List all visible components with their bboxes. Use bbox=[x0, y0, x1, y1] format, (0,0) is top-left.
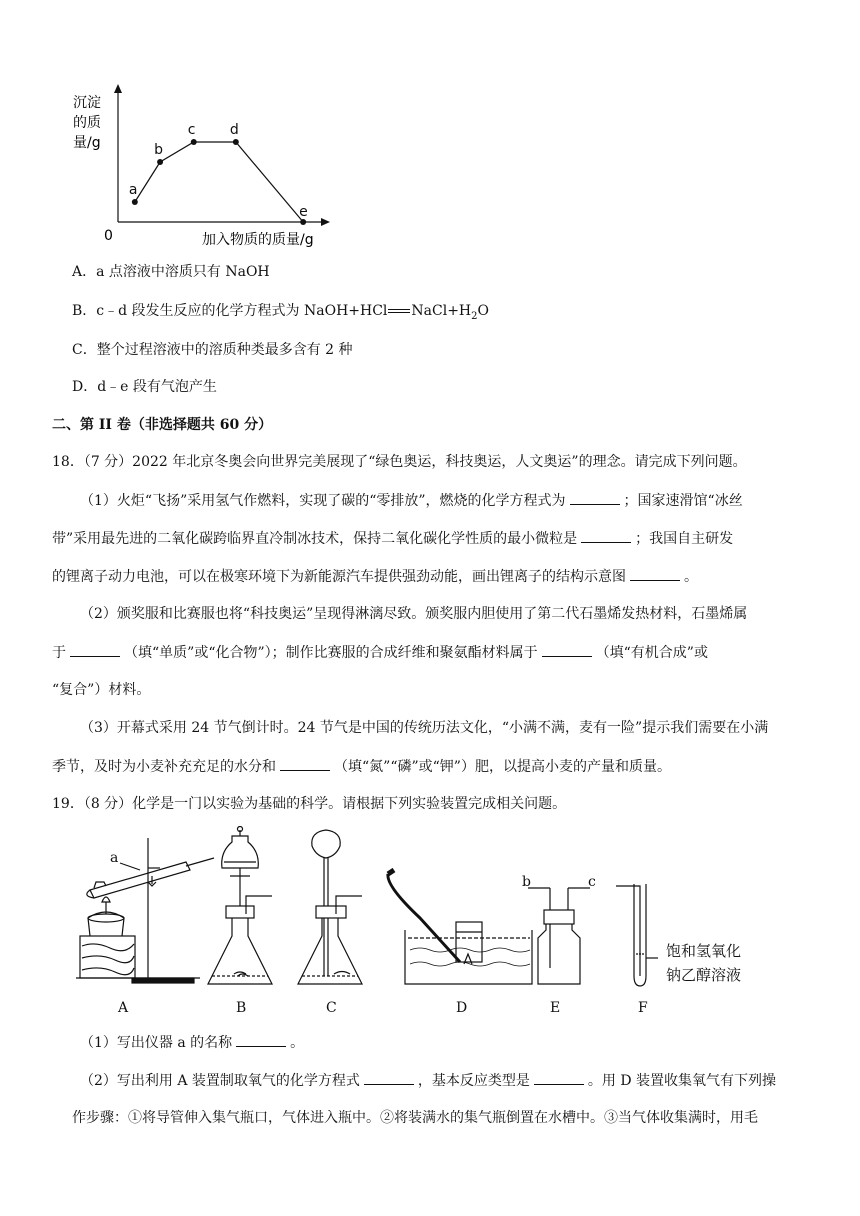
apparatus-b bbox=[208, 827, 272, 985]
answer-blank[interactable] bbox=[364, 1070, 414, 1085]
y-axis-arrow bbox=[114, 84, 122, 93]
q19-p1b: 。 bbox=[290, 1035, 305, 1051]
q17-option-b-post: NaCl+H bbox=[411, 303, 472, 319]
y-label-line-2: 的质 bbox=[73, 115, 101, 131]
q17-option-a: A．a 点溶液中溶质只有 NaOH bbox=[72, 264, 270, 280]
f-caption-1: 饱和氢氧化 bbox=[666, 942, 742, 960]
answer-blank[interactable] bbox=[542, 642, 592, 657]
apparatus-f bbox=[616, 884, 741, 986]
q17-option-b-sub: 2 bbox=[471, 310, 478, 322]
q18-p3b: 季节，及时为小麦补充充足的水分和 bbox=[52, 759, 276, 775]
point-label-c: c bbox=[187, 122, 196, 138]
f-caption-2: 钠乙醇溶液 bbox=[666, 966, 742, 984]
section-2-heading: 二、第 II 卷（非选择题共 60 分） bbox=[52, 417, 273, 433]
q18-p1a: （1）火炬“飞扬”采用氢气作燃料，实现了碳的“零排放”，燃烧的化学方程式为 bbox=[80, 493, 566, 509]
q17-option-c: C．整个过程溶液中的溶质种类最多含有 2 种 bbox=[72, 342, 353, 358]
q18-p2-line3: “复合”）材料。 bbox=[52, 682, 151, 698]
point-label-b: b bbox=[154, 142, 163, 158]
origin-label: 0 bbox=[104, 228, 113, 244]
q18-p1-line2 bbox=[52, 528, 733, 549]
q17-option-b-end: O bbox=[477, 303, 489, 319]
y-axis-label bbox=[73, 95, 101, 151]
q18-p1d: ；我国自主研发 bbox=[635, 531, 734, 547]
q19-p1 bbox=[80, 1032, 304, 1053]
q18-p3c: （填“氮”“磷”或“钾”）肥，以提高小麦的产量和质量。 bbox=[334, 759, 671, 775]
q18-p2d: （填“有机合成”或 bbox=[595, 645, 708, 661]
point-label-a: a bbox=[128, 182, 138, 198]
label-E: E bbox=[550, 1000, 561, 1016]
q18-p2b: 于 bbox=[52, 645, 66, 661]
label-D: D bbox=[456, 1000, 468, 1016]
lab-apparatus-figure bbox=[60, 826, 780, 1026]
y-label-line-3: 量/g bbox=[73, 135, 101, 151]
data-point-d bbox=[233, 139, 239, 145]
precipitate-chart bbox=[70, 82, 410, 252]
label-B: B bbox=[236, 1000, 247, 1016]
data-points bbox=[129, 122, 308, 225]
point-label-d: d bbox=[229, 122, 239, 138]
q19-stem: 19．（8 分）化学是一门以实验为基础的科学。请根据下列实验装置完成相关问题。 bbox=[52, 796, 567, 812]
label-A: A bbox=[118, 1000, 129, 1016]
answer-blank[interactable] bbox=[534, 1070, 584, 1085]
q17-option-b-pre: B．c﹣d 段发生反应的化学方程式为 NaOH+HCl bbox=[72, 303, 388, 319]
data-point-b bbox=[157, 159, 163, 165]
tag-b: b bbox=[522, 874, 531, 890]
answer-blank[interactable] bbox=[280, 756, 330, 771]
answer-blank[interactable] bbox=[630, 566, 680, 581]
q18-p1c: 带”采用最先进的二氧化碳跨临界直冷制冰技术，保持二氧化碳化学性质的最小微粒是 bbox=[52, 531, 578, 547]
y-label-line-1: 沉淀 bbox=[73, 95, 101, 111]
x-axis-label: 加入物质的质量/g bbox=[202, 232, 314, 248]
q17-option-b bbox=[72, 301, 489, 327]
q18-p1-line3 bbox=[52, 566, 698, 587]
data-point-a bbox=[132, 199, 138, 205]
equals-double-line bbox=[388, 309, 410, 313]
q19-p1a: （1）写出仪器 a 的名称 bbox=[80, 1035, 233, 1051]
q18-p1b: ；国家速滑馆“冰丝 bbox=[623, 493, 743, 509]
apparatus-e bbox=[522, 874, 596, 984]
q18-p2-line1: （2）颁奖服和比赛服也将“科技奥运”呈现得淋漓尽致。颁奖服内胆使用了第二代石墨烯发热材料，石墨烯属 bbox=[80, 606, 748, 622]
data-point-c bbox=[191, 139, 197, 145]
label-C: C bbox=[326, 1000, 337, 1016]
q19-p2b: ，基本反应类型是 bbox=[417, 1073, 530, 1089]
answer-blank[interactable] bbox=[581, 528, 631, 543]
q18-p1-line1 bbox=[80, 490, 743, 511]
answer-blank[interactable] bbox=[70, 642, 120, 657]
apparatus-c bbox=[298, 830, 362, 984]
tag-a: a bbox=[110, 850, 119, 866]
answer-blank[interactable] bbox=[570, 490, 620, 505]
tag-c: c bbox=[588, 874, 596, 890]
q18-p1f: 。 bbox=[684, 569, 698, 585]
q19-p2-line2: 作步骤：①将导管伸入集气瓶口，气体进入瓶中。②将装满水的集气瓶倒置在水槽中。③当气体收集满时，用毛 bbox=[72, 1110, 758, 1126]
apparatus-a bbox=[76, 838, 214, 983]
q18-p3-line2 bbox=[52, 756, 671, 777]
apparatus-d bbox=[388, 870, 532, 984]
q18-p2-line2 bbox=[52, 642, 708, 663]
q18-p2c: （填“单质”或“化合物”）；制作比赛服的合成纤维和聚氨酯材料属于 bbox=[124, 645, 538, 661]
q19-p2-line1 bbox=[80, 1070, 776, 1091]
answer-blank[interactable] bbox=[236, 1032, 286, 1047]
q18-p1e: 的锂离子动力电池，可以在极寒环境下为新能源汽车提供强劲动能，画出锂离子的结构示意图 bbox=[52, 569, 626, 585]
point-label-e: e bbox=[299, 204, 308, 220]
q19-p2c: 。用 D 装置收集氧气有下列操 bbox=[587, 1073, 777, 1089]
label-F: F bbox=[638, 1000, 648, 1016]
q19-p2a: （2）写出利用 A 装置制取氧气的化学方程式 bbox=[80, 1073, 360, 1089]
x-axis-arrow bbox=[321, 218, 330, 226]
q18-p3-line1: （3）开幕式采用 24 节气倒计时。24 节气是中国的传统历法文化，“小满不满，麦有一险”提示我们需要在小满 bbox=[80, 720, 769, 736]
q18-stem: 18．（7 分）2022 年北京冬奥会向世界完美展现了“绿色奥运，科技奥运，人文奥运”的理念。请完成下列问题。 bbox=[52, 454, 747, 470]
q17-option-d: D．d﹣e 段有气泡产生 bbox=[72, 379, 217, 395]
